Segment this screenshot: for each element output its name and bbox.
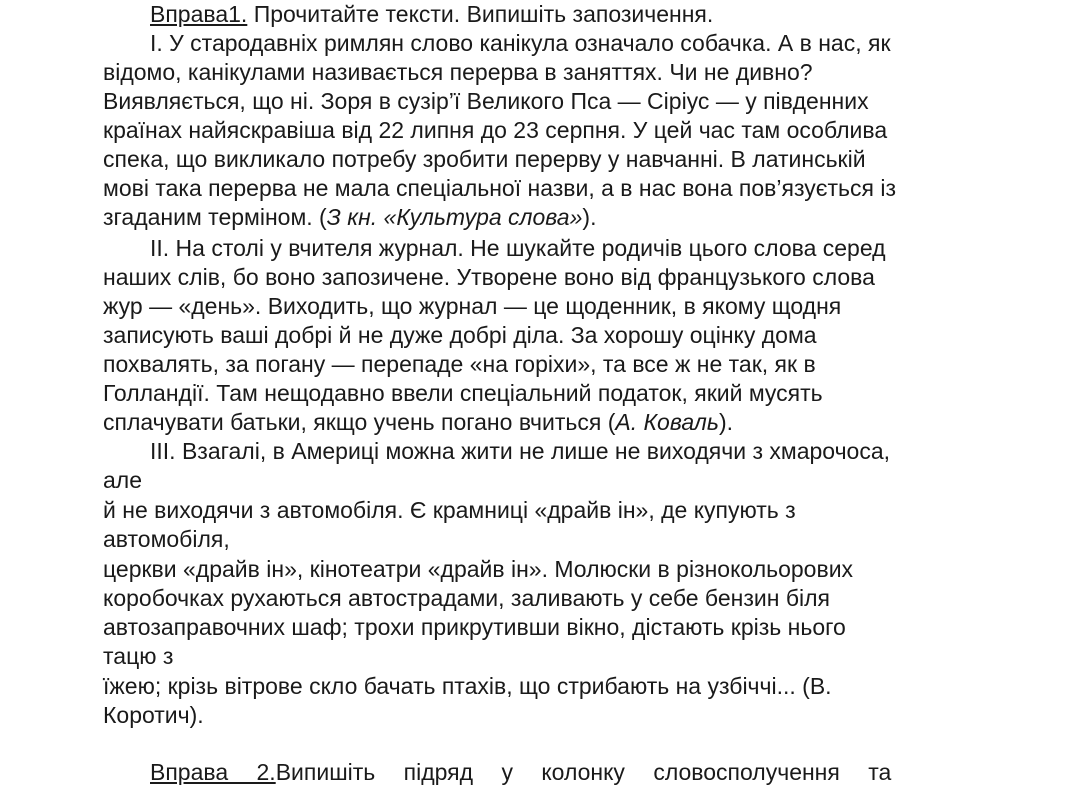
text-line: відомо, канікулами називається перерва в заняттях. Чи не дивно? bbox=[103, 59, 813, 85]
text-line bbox=[103, 408, 733, 437]
text-line: й не виходячи з автомобіля. Є крамниці «драйв ін», де купують з bbox=[103, 497, 796, 523]
text-line: їжею; крізь вітрове скло бачать птахів, що стрибають на узбіччі... (В. bbox=[103, 673, 832, 699]
exercise-1-heading: Вправа1. bbox=[150, 1, 248, 27]
exercise-2-instruction: Випишіть підряд у колонку словосполучення та bbox=[275, 759, 892, 785]
text-fragment: сплачувати батьки, якщо учень погано вчиться ( bbox=[103, 409, 616, 435]
text-line: похвалять, за погану — перепаде «на горіхи», та все ж не так, як в bbox=[103, 351, 816, 377]
text-line: Коротич). bbox=[103, 702, 204, 728]
text-line: Виявляється, що ні. Зоря в сузір’ї Великого Пса — Сіріус — у південних bbox=[103, 88, 869, 114]
text-line: тацю з bbox=[103, 643, 174, 669]
text-fragment: згаданим терміном. ( bbox=[103, 204, 327, 230]
text-line: Голландії. Там нещодавно ввели спеціальний податок, який мусять bbox=[103, 380, 823, 406]
text-line: церкви «драйв ін», кінотеатри «драйв ін». Молюски в різнокольорових bbox=[103, 556, 854, 582]
text-line: ІІІ. Взагалі, в Америці можна жити не лише не виходячи з хмарочоса, bbox=[150, 438, 891, 464]
text-fragment: ). bbox=[582, 204, 597, 230]
source-citation: А. Коваль bbox=[615, 409, 719, 435]
source-citation: З кн. «Культура слова» bbox=[326, 204, 583, 230]
exercise-2-header bbox=[150, 758, 891, 787]
text-line: спека, що викликало потребу зробити перерву у навчанні. В латинській bbox=[103, 146, 866, 172]
text-fragment: ). bbox=[718, 409, 733, 435]
text-line: мові така перерва не мала спеціальної назви, а в нас вона пов’язується із bbox=[103, 175, 896, 201]
text-line: І. У стародавніх римлян слово канікула означало собачка. А в нас, як bbox=[150, 30, 891, 56]
text-line: автозаправочних шаф; трохи прикрутивши вікно, дістають крізь нього bbox=[103, 614, 846, 640]
text-line: країнах найяскравіша від 22 липня до 23 серпня. У цей час там особлива bbox=[103, 117, 888, 143]
text-line: жур — «день». Виходить, що журнал — це щоденник, в якому щодня bbox=[103, 293, 842, 319]
text-line: автомобіля, bbox=[103, 526, 230, 552]
text-line: ІІ. На столі у вчителя журнал. Не шукайте родичів цього слова серед bbox=[150, 235, 886, 261]
text-line: коробочках рухаються автострадами, заливають у себе бензин біля bbox=[103, 585, 830, 611]
exercise-1-header bbox=[150, 0, 713, 29]
text-line bbox=[103, 203, 596, 232]
text-line: але bbox=[103, 467, 143, 493]
text-line: наших слів, бо воно запозичене. Утворене воно від французького слова bbox=[103, 264, 875, 290]
exercise-2-heading: Вправа 2. bbox=[150, 759, 276, 785]
text-line: записують ваші добрі й не дуже добрі діла. За хорошу оцінку дома bbox=[103, 322, 817, 348]
exercise-1-instruction: Прочитайте тексти. Випишіть запозичення. bbox=[247, 1, 714, 27]
